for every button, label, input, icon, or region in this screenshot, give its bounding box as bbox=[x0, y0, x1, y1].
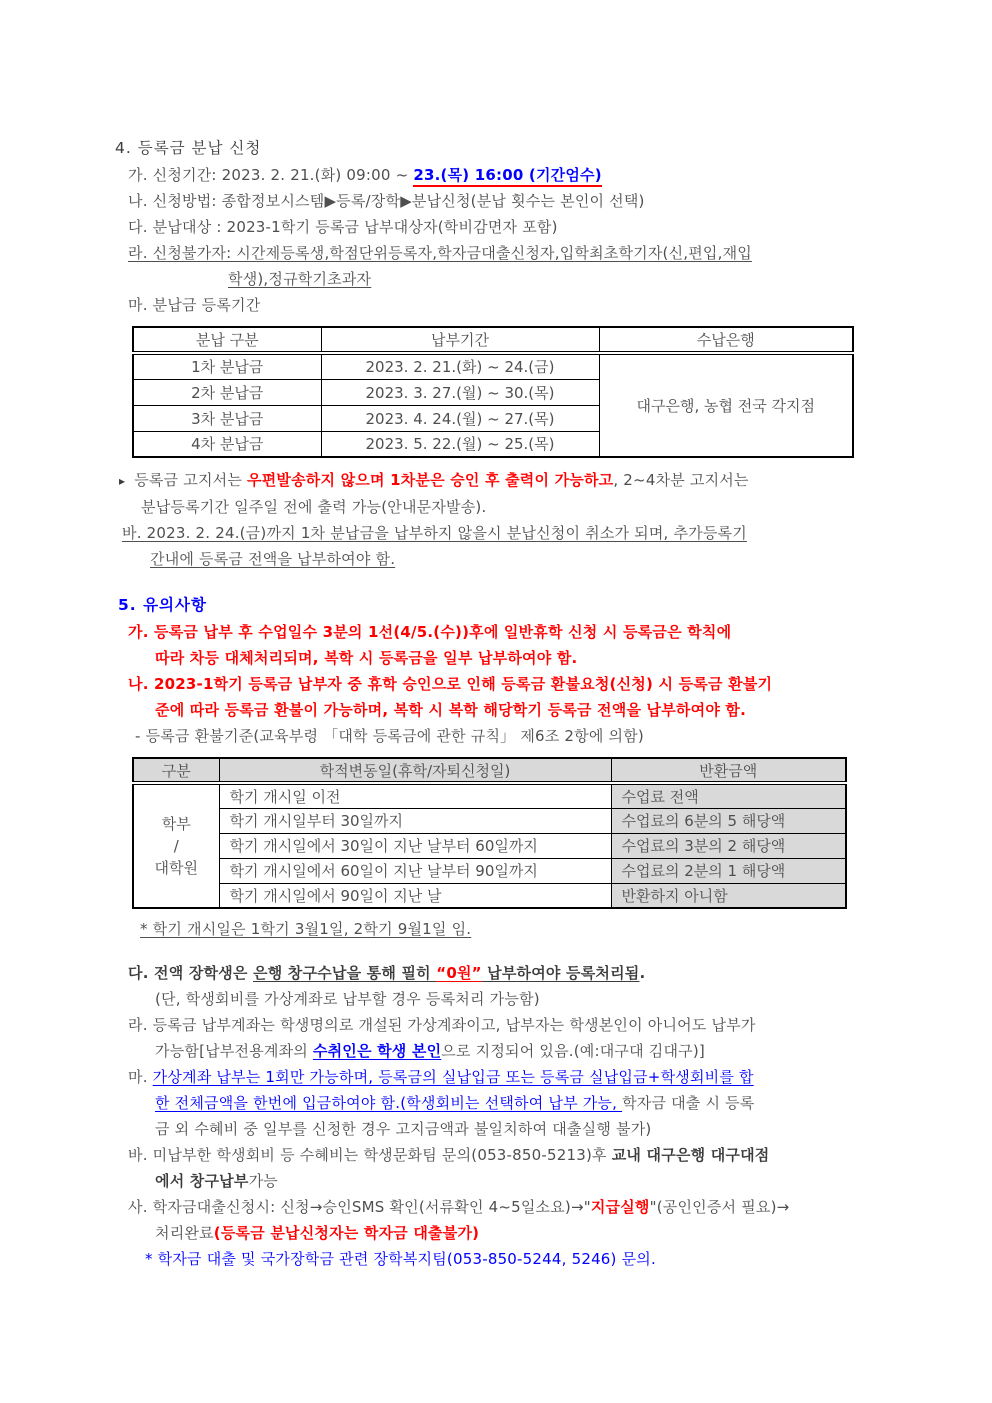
table-cell: 2023. 2. 21.(화) ~ 24.(금) bbox=[321, 353, 599, 379]
sec4-cancellation-line2 bbox=[150, 546, 952, 572]
header-installment-type: 분납 구분 bbox=[133, 327, 321, 353]
scholarship-post: . bbox=[639, 964, 646, 982]
table-cell: 수업료의 6분의 5 해당액 bbox=[611, 808, 846, 833]
scholarship-ul2: 납부하여야 등록처리됨 bbox=[481, 964, 640, 982]
sec5-loan-process-line2 bbox=[155, 1220, 952, 1246]
table-cell: 수업료 전액 bbox=[611, 783, 846, 808]
table-cell: 학기 개시일에서 60일이 지난 날부터 90일까지 bbox=[219, 858, 611, 883]
unpaid-fee-pre: 바. 미납부한 학생회비 등 수혜비는 학생문화팀 문의(053-850-5213)후 bbox=[128, 1146, 612, 1164]
sec5-virtual-account-line3: 금 외 수혜비 중 일부를 신청한 경우 고지금액과 불일치하여 대출실행 불가) bbox=[155, 1120, 652, 1138]
sec5-account-line2 bbox=[155, 1038, 952, 1064]
table-cell: 학기 개시일부터 30일까지 bbox=[219, 808, 611, 833]
table-cell: 2023. 5. 22.(월) ~ 25.(목) bbox=[321, 431, 599, 457]
table-row bbox=[133, 783, 846, 808]
virtual-account-blue2: 한 전체금액을 한번에 입금하여야 함.(학생회비는 선택하여 납부 가능, bbox=[155, 1094, 623, 1112]
sec5-virtual-account-line1 bbox=[128, 1064, 952, 1090]
loan-execute-highlight: 지급실행 bbox=[590, 1198, 650, 1216]
table-header-row bbox=[133, 758, 846, 783]
refund-standard-table bbox=[132, 757, 847, 909]
table-cell: 수업료의 3분의 2 해당액 bbox=[611, 833, 846, 858]
semester-start-note bbox=[140, 916, 952, 942]
sec5-unpaid-fee-line2 bbox=[155, 1168, 952, 1194]
sec5-account-line1: 라. 등록금 납부계좌는 학생명의로 개설된 가상계좌이고, 납부자는 학생본인이 아니어도 납부가 bbox=[128, 1016, 756, 1034]
table-cell: 4차 분납금 bbox=[133, 431, 321, 457]
table-cell: 학기 개시일에서 90일이 지난 날 bbox=[219, 883, 611, 908]
sec4-bill-note-line2: 분납등록기간 일주일 전에 출력 가능(안내문자발송). bbox=[141, 498, 487, 516]
header-refund-amount: 반환금액 bbox=[611, 758, 846, 783]
sec5-refund-rule-line2: 준에 따라 등록금 환불이 가능하며, 복학 시 복학 해당학기 등록금 전액을 납부하여야 함. bbox=[155, 701, 747, 719]
table-cell: 학기 개시일 이전 bbox=[219, 783, 611, 808]
loan-restriction-highlight: (등록금 분납신청자는 학자금 대출불가) bbox=[213, 1224, 480, 1242]
loan-process-post: "(공인인증서 필요)→ bbox=[649, 1198, 790, 1216]
sec5-scholarship-subnote: (단, 학생회비를 가상계좌로 납부할 경우 등록처리 가능함) bbox=[155, 990, 540, 1008]
section5-title: 5. 유의사항 bbox=[118, 596, 207, 614]
sec4-item-ineligible-line2 bbox=[228, 266, 952, 292]
table-cell: 반환하지 아니함 bbox=[611, 883, 846, 908]
ineligible-text-line2: 학생),정규학기초과자 bbox=[228, 270, 372, 288]
cancellation-text-line2: 간내에 등록금 전액을 납부하여야 함. bbox=[150, 550, 396, 568]
group-grad: 대학원 bbox=[154, 859, 198, 877]
deadline-highlight: 23.(목) 16:00 (기간엄수) bbox=[413, 166, 601, 187]
group-undergrad: 학부 bbox=[161, 815, 191, 833]
loan-complete-text: 처리완료 bbox=[155, 1224, 214, 1242]
refund-standard-caption: - 등록금 환불기준(교육부령 「대학 등록금에 관한 규칙」 제6조 2항에 의함) bbox=[135, 727, 644, 745]
triangle-bullet-icon: ▸ bbox=[119, 474, 126, 488]
section4-title: 4. 등록금 분납 신청 bbox=[115, 139, 262, 157]
sec5-leave-rule-line2: 따라 차등 대체처리되며, 복학 시 등록금을 일부 납부하여야 함. bbox=[155, 649, 578, 667]
table-cell: 수업료의 2분의 1 해당액 bbox=[611, 858, 846, 883]
group-cell bbox=[133, 783, 219, 908]
sec4-cancellation-line1 bbox=[122, 520, 952, 546]
virtual-account-blue1: 가상계좌 납부는 1회만 가능하며, 등록금의 실납입금 또는 등록금 실납입금+학생회비를 합 bbox=[152, 1068, 754, 1086]
header-receiving-bank: 수납은행 bbox=[599, 327, 853, 353]
scholarship-pre: 다. 전액 장학생은 bbox=[128, 964, 253, 982]
table-row bbox=[133, 833, 846, 858]
semester-start-note-text: * 학기 개시일은 1학기 3월1일, 2학기 9월1일 임. bbox=[140, 920, 472, 938]
virtual-account-label: 마. bbox=[128, 1068, 153, 1086]
loan-contact-note: * 학자금 대출 및 국가장학금 관련 장학복지팀(053-850-5244, 5246) 문의. bbox=[145, 1250, 656, 1268]
sec4-item-application-period bbox=[128, 162, 952, 188]
table-cell: 3차 분납금 bbox=[133, 405, 321, 431]
sec4-bill-note-line1 bbox=[119, 467, 952, 494]
sec5-refund-rule-line1: 나. 2023-1학기 등록금 납부자 중 휴학 승인으로 인해 등록금 환불요청(신청) 시 등록금 환불기 bbox=[128, 675, 773, 693]
bank-branch-highlight: 교내 대구은행 대구대점 bbox=[611, 1146, 770, 1164]
bill-note-post: , 2~4차분 고지서는 bbox=[613, 471, 749, 489]
loan-process-pre: 사. 학자금대출신청시: 신청→승인SMS 확인(서류확인 4~5일소요)→" bbox=[128, 1198, 591, 1216]
counter-payment-highlight: 에서 창구납부 bbox=[155, 1172, 249, 1190]
table-row bbox=[133, 883, 846, 908]
sec5-leave-rule-line1: 가. 등록금 납부 후 수업일수 3분의 1선(4/5.(수))후에 일반휴학 신청 시 등록금은 학칙에 bbox=[128, 623, 732, 641]
table-cell: 2023. 4. 24.(월) ~ 27.(목) bbox=[321, 405, 599, 431]
table-row bbox=[133, 808, 846, 833]
account-post: 으로 지정되어 있음.(예:대구대 김대구)] bbox=[441, 1042, 705, 1060]
sec5-scholarship-line bbox=[128, 960, 952, 986]
scholarship-ul1: 은행 창구수납을 통해 필히 bbox=[253, 964, 437, 982]
sec5-loan-process-line1 bbox=[128, 1194, 952, 1220]
sec5-unpaid-fee-line1 bbox=[128, 1142, 952, 1168]
table-row bbox=[133, 858, 846, 883]
unpaid-fee-post: 가능 bbox=[248, 1172, 278, 1190]
table-cell: 1차 분납금 bbox=[133, 353, 321, 379]
table-row bbox=[133, 353, 853, 379]
cancellation-text-line1: 바. 2023. 2. 24.(금)까지 1차 분납금을 납부하지 않을시 분납신청이 취소가 되며, 추가등록기 bbox=[122, 524, 747, 542]
header-category: 구분 bbox=[133, 758, 219, 783]
payee-highlight: 수취인은 학생 본인 bbox=[312, 1042, 442, 1060]
table-header-row bbox=[133, 327, 853, 353]
bill-note-warning: 우편발송하지 않으며 1차분은 승인 후 출력이 가능하고 bbox=[247, 471, 614, 489]
sec4-item-eligible-target: 다. 분납대상 : 2023-1학기 등록금 납부대상자(학비감면자 포함) bbox=[128, 218, 558, 236]
group-slash: / bbox=[173, 837, 179, 855]
table-cell: 2023. 3. 27.(월) ~ 30.(목) bbox=[321, 379, 599, 405]
sec4-item-ineligible-line1 bbox=[128, 240, 952, 266]
installment-schedule-table bbox=[132, 326, 854, 458]
bank-cell: 대구은행, 농협 전국 각지점 bbox=[599, 353, 853, 457]
header-payment-period: 납부기간 bbox=[321, 327, 599, 353]
application-period-text: 가. 신청기간: 2023. 2. 21.(화) 09:00 ~ bbox=[128, 166, 414, 184]
header-change-date: 학적변동일(휴학/자퇴신청일) bbox=[219, 758, 611, 783]
sec4-item-application-method: 나. 신청방법: 종합정보시스템▶등록/장학▶분납신청(분납 횟수는 본인이 선택) bbox=[128, 192, 645, 210]
sec5-virtual-account-line2 bbox=[155, 1090, 952, 1116]
table-cell: 학기 개시일에서 30일이 지난 날부터 60일까지 bbox=[219, 833, 611, 858]
table-cell: 2차 분납금 bbox=[133, 379, 321, 405]
virtual-account-rest: 학자금 대출 시 등록 bbox=[622, 1094, 755, 1112]
bill-note-pre: 등록금 고지서는 bbox=[134, 471, 248, 489]
zero-won-highlight: “0원” bbox=[436, 964, 482, 982]
sec4-item-registration-period: 마. 분납금 등록기간 bbox=[128, 296, 261, 314]
ineligible-text-line1: 라. 신청불가자: 시간제등록생,학점단위등록자,학자금대출신청자,입학최초학기자(신,편입,재입 bbox=[128, 244, 752, 262]
account-pre: 가능함[납부전용계좌의 bbox=[155, 1042, 313, 1060]
